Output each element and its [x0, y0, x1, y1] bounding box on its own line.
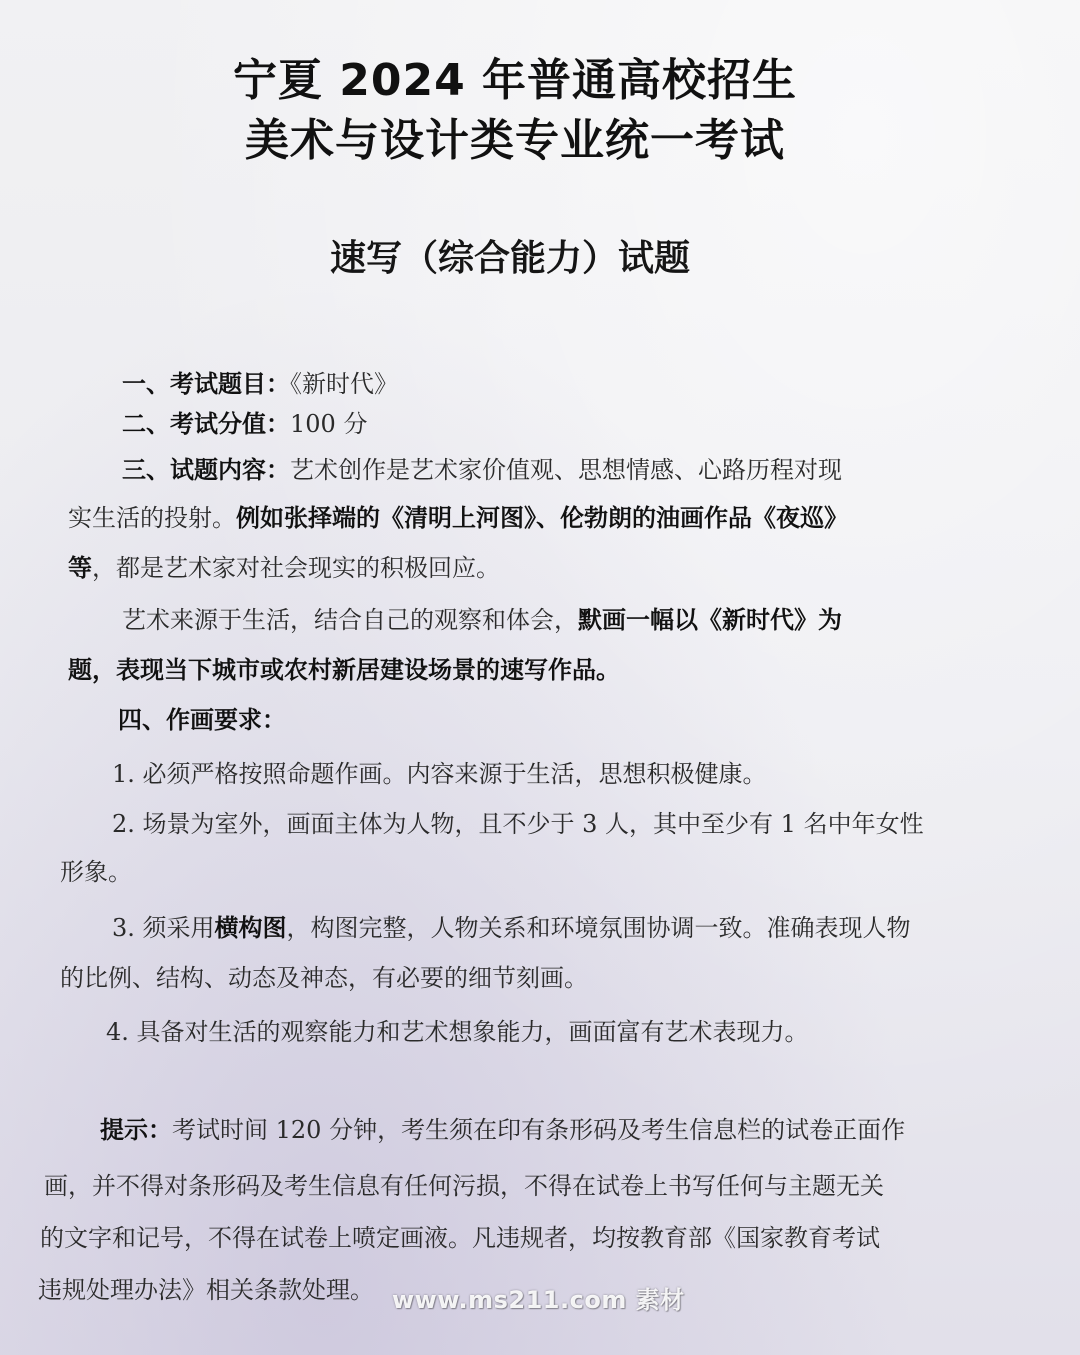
section-content-para2-line2 [68, 650, 620, 685]
section-content-label: 三、试题内容： [122, 456, 290, 484]
requirement-2-text1: 2. 场景为室外，画面主体为人物，且不少于 3 人，其中至少有 1 名中年女性 [112, 810, 924, 838]
section-content-line3 [68, 548, 500, 583]
exam-subtitle: 速写（综合能力）试题 [329, 238, 690, 279]
section-score-value: 100 分 [290, 410, 368, 438]
section-topic [122, 364, 398, 399]
requirement-3-rest: ，构图完整，人物关系和环境氛围协调一致。准确表现人物 [286, 914, 911, 942]
section-content-para2-bold: 默画一幅以《新时代》为 [578, 606, 842, 634]
section-topic-label: 一、考试题目： [122, 370, 290, 398]
tip-line4 [38, 1270, 374, 1305]
tip-text2: 画，并不得对条形码及考生信息有任何污损，不得在试卷上书写任何与主题无关 [44, 1172, 884, 1200]
section-content-para2-text: 艺术来源于生活，结合自己的观察和体会， [122, 606, 578, 634]
section-content-text1: 艺术创作是艺术家价值观、思想情感、心路历程对现 [290, 456, 842, 484]
tip-text3: 的文字和记号，不得在试卷上喷定画液。凡违规者，均按教育部《国家教育考试 [40, 1224, 880, 1252]
requirement-3-prefix: 3. 须采用 [112, 914, 215, 942]
requirement-1 [112, 754, 767, 789]
requirement-3-line2 [60, 958, 588, 993]
tip-line2 [44, 1166, 884, 1201]
watermark: www.ms211.com 素材 [392, 1286, 685, 1314]
requirement-1-text: 1. 必须严格按照命题作画。内容来源于生活，思想积极健康。 [112, 760, 767, 788]
section-requirements-label: 四、作画要求： [118, 706, 286, 734]
tip-line3 [40, 1218, 880, 1253]
section-score-label: 二、考试分值： [122, 410, 290, 438]
section-content-line1 [122, 450, 842, 485]
tip-line1 [100, 1110, 905, 1145]
section-content-text3: ，都是艺术家对社会现实的积极回应。 [92, 554, 500, 582]
section-content-text2: 实生活的投射。 [68, 504, 236, 532]
requirement-3-bold: 横构图 [214, 914, 287, 942]
requirement-4-text: 4. 具备对生活的观察能力和艺术想象能力，画面富有艺术表现力。 [106, 1018, 809, 1046]
requirement-2-line2 [60, 852, 132, 887]
section-content-bold2: 例如张择端的《清明上河图》、伦勃朗的油画作品《夜巡》 [236, 504, 848, 532]
tip-text4: 违规处理办法》相关条款处理。 [38, 1276, 374, 1304]
requirement-2-line1 [112, 804, 924, 839]
section-content-line2 [68, 498, 848, 533]
section-content-para2-bold2: 题，表现当下城市或农村新居建设场景的速写作品。 [68, 656, 620, 684]
tip-label: 提示： [100, 1116, 172, 1144]
section-content-bold3: 等 [68, 554, 92, 582]
section-topic-value: 《新时代》 [290, 370, 398, 398]
exam-title-line1: 宁夏 2024 年普通高校招生 [232, 55, 798, 106]
requirement-3-text2: 的比例、结构、动态及神态，有必要的细节刻画。 [60, 964, 588, 992]
tip-text1: 考试时间 120 分钟，考生须在印有条形码及考生信息栏的试卷正面作 [172, 1116, 906, 1144]
exam-title-line2: 美术与设计类专业统一考试 [245, 115, 785, 166]
section-content-para2-line1 [122, 600, 842, 635]
requirement-3-line1 [112, 908, 911, 943]
section-requirements-heading [118, 700, 286, 735]
requirement-4 [106, 1012, 809, 1047]
section-score [122, 404, 367, 439]
requirement-2-text2: 形象。 [60, 858, 132, 886]
